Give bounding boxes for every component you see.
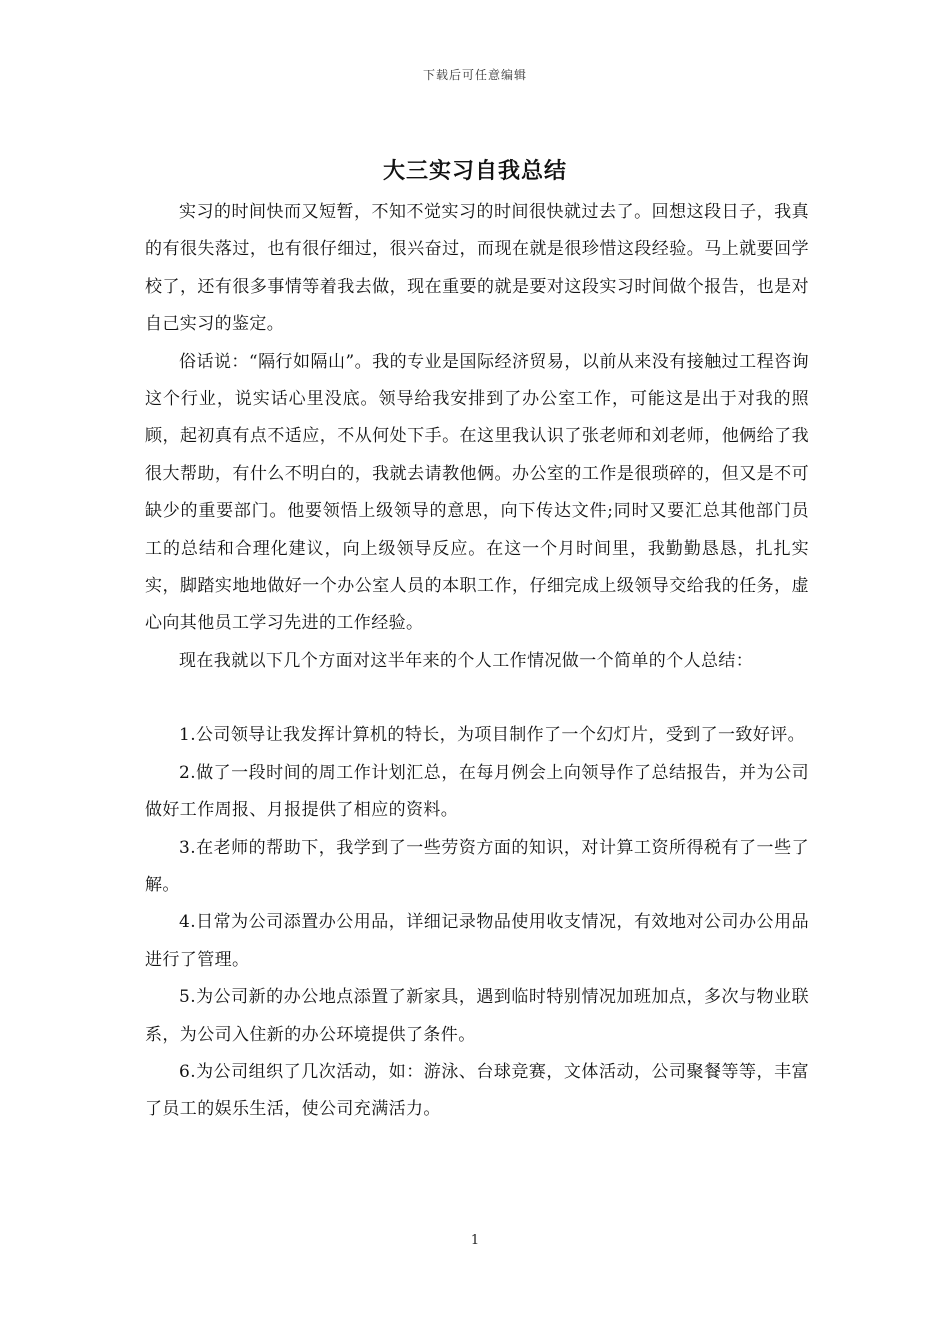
- paragraph-intro: 实习的时间快而又短暂，不知不觉实习的时间很快就过去了。回想这段日子，我真的有很失落过，也有很仔细过，很兴奋过，而现在就是很珍惜这段经验。马上就要回学校了，还有很多事情等着我去做，现在重要的就是要对这段实习时间做个报告，也是对自己实习的鉴定。: [145, 202, 809, 335]
- list-item-1: 1.公司领导让我发挥计算机的特长，为项目制作了一个幻灯片，受到了一致好评。: [179, 725, 806, 746]
- list-item-4: 4.日常为公司添置办公用品，详细记录物品使用收支情况，有效地对公司办公用品进行了管理。: [145, 912, 809, 970]
- page-number: 1: [470, 1233, 480, 1248]
- list-item-3: 3.在老师的帮助下，我学到了一些劳资方面的知识，对计算工资所得税有了一些了解。: [145, 837, 809, 895]
- paragraph-summary-lead: 现在我就以下几个方面对这半年来的个人工作情况做一个简单的个人总结：: [179, 650, 754, 671]
- list-item-2: 2.做了一段时间的周工作计划汇总，在每月例会上向领导作了总结报告，并为公司做好工作周报、月报提供了相应的资料。: [145, 762, 809, 821]
- document-title: 大三实习自我总结: [382, 159, 567, 184]
- paragraph-experience: 俗话说：“隔行如隔山”。我的专业是国际经济贸易，以前从来没有接触过工程咨询这个行业，说实话心里没底。领导给我安排到了办公室工作，可能这是出于对我的照顾，起初真有点不适应，不从何处下手。在这里我认识了张老师和刘老师，他俩给了我很大帮助，有什么不明白的，我就去请教他俩。办公室的工作是很琐碎的，但又是不可缺少的重要部门。他要领悟上级领导的意思，向下传达文件;同时又要汇总其他部门员工的总结和合理化建议，向上级领导反应。在这一个月时间里，我勤勤恳恳，扎扎实实，脚踏实地地做好一个办公室人员的本职工作，仔细完成上级领导交给我的任务，虚心向其他员工学习先进的工作经验。: [145, 351, 809, 634]
- header-note: 下载后可任意编辑: [422, 68, 527, 82]
- list-item-5: 5.为公司新的办公地点添置了新家具，遇到临时特别情况加班加点，多次与物业联系，为公司入住新的办公环境提供了条件。: [145, 987, 809, 1045]
- list-item-6: 6.为公司组织了几次活动，如：游泳、台球竞赛，文体活动，公司聚餐等等，丰富了员工的娱乐生活，使公司充满活力。: [145, 1061, 809, 1120]
- document-body: [145, 194, 809, 1129]
